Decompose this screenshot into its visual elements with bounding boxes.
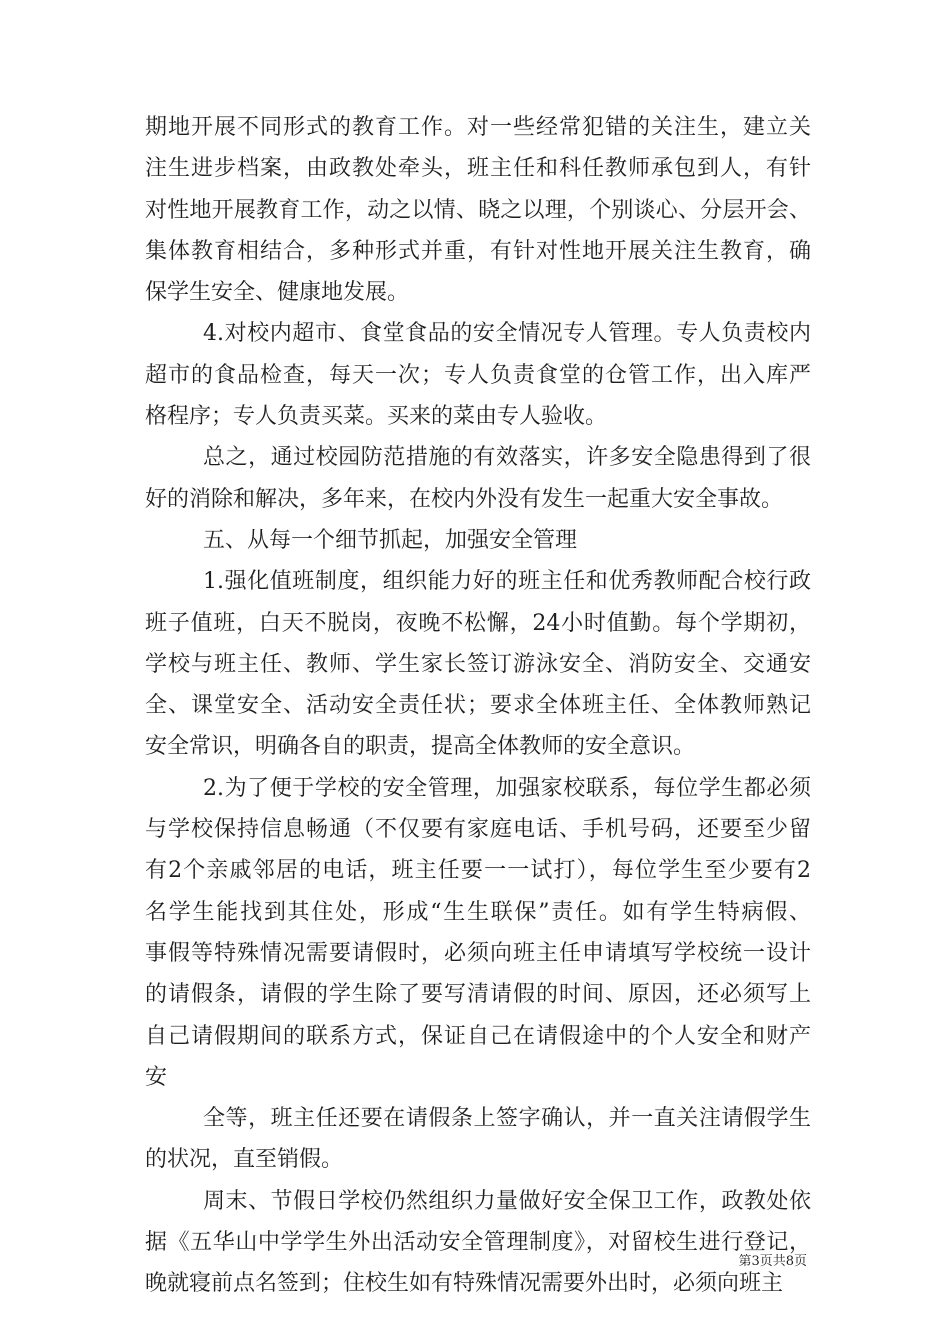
paragraph <box>145 437 811 520</box>
paragraph <box>145 561 811 767</box>
text-line: 晚就寝前点名签到；住校生如有特殊情况需要外出时，必须向班主 <box>145 1271 784 1297</box>
text-line: 好的消除和解决，多年来，在校内外没有发生一起重大安全事故。 <box>145 486 784 512</box>
text-line: 班子值班，白天不脱岗，夜晚不松懈，24小时值勤。每个学期初， <box>145 610 811 636</box>
paragraph <box>145 1098 811 1181</box>
text-line: 安全常识，明确各自的职责，提高全体教师的安全意识。 <box>145 734 696 760</box>
text-line: 自己请假期间的联系方式，保证自己在请假途中的个人安全和财产 <box>145 1023 811 1049</box>
text-line: 注生进步档案，由政教处牵头，班主任和科任教师承包到人，有针 <box>145 156 811 182</box>
text-line: 4.对校内超市、食堂食品的安全情况专人管理。专人负责校内 <box>203 321 811 347</box>
text-line: 的请假条，请假的学生除了要写清请假的时间、原因，还必须写上 <box>145 982 811 1008</box>
paragraph <box>145 1181 811 1305</box>
text-line: 有2个亲戚邻居的电话，班主任要一一试打），每位学生至少要有2 <box>145 858 811 884</box>
paragraph <box>145 520 811 561</box>
text-line: 对性地开展教育工作，动之以情、晓之以理，个别谈心、分层开会、 <box>145 197 811 223</box>
text-line: 2.为了便于学校的安全管理，加强家校联系，每位学生都必须 <box>203 775 811 801</box>
paragraph <box>145 768 811 1098</box>
text-line: 五、从每一个细节抓起，加强安全管理 <box>203 527 578 553</box>
text-line: 的状况，直至销假。 <box>145 1147 344 1173</box>
text-line: 总之，通过校园防范措施的有效落实，许多安全隐患得到了很 <box>203 445 811 471</box>
text-line: 学校与班主任、教师、学生家长签订游泳安全、消防安全、交通安 <box>145 651 811 677</box>
text-line: 期地开展不同形式的教育工作。对一些经常犯错的关注生，建立关 <box>145 115 811 140</box>
text-line: 格程序；专人负责买菜。买来的菜由专人验收。 <box>145 404 608 430</box>
text-line: 周末、节假日学校仍然组织力量做好安全保卫工作，政教处依 <box>203 1188 811 1214</box>
text-line: 集体教育相结合，多种形式并重，有针对性地开展关注生教育，确 <box>145 238 811 264</box>
text-line: 安 <box>145 1064 168 1090</box>
text-line: 与学校保持信息畅通（不仅要有家庭电话、手机号码，还要至少留 <box>145 817 811 843</box>
text-line: 全、课堂安全、活动安全责任状；要求全体班主任、全体教师熟记 <box>145 693 811 719</box>
text-line: 据《五华山中学学生外出活动安全管理制度》，对留校生进行登记， <box>145 1230 811 1256</box>
text-line: 1.强化值班制度，组织能力好的班主任和优秀教师配合校行政 <box>203 569 811 595</box>
paragraph <box>145 107 811 313</box>
page-number-footer: 第3页共8页 <box>738 1254 807 1269</box>
document-body <box>145 107 811 1305</box>
paragraph <box>145 313 811 437</box>
text-line: 事假等特殊情况需要请假时，必须向班主任申请填写学校统一设计 <box>145 940 811 966</box>
text-line: 超市的食品检查，每天一次；专人负责食堂的仓管工作，出入库严 <box>145 362 811 388</box>
text-line: 名学生能找到其住处，形成“生生联保”责任。如有学生特病假、 <box>145 899 811 925</box>
text-line: 全等，班主任还要在请假条上签字确认，并一直关注请假学生 <box>203 1106 811 1132</box>
text-line: 保学生安全、健康地发展。 <box>145 280 410 306</box>
